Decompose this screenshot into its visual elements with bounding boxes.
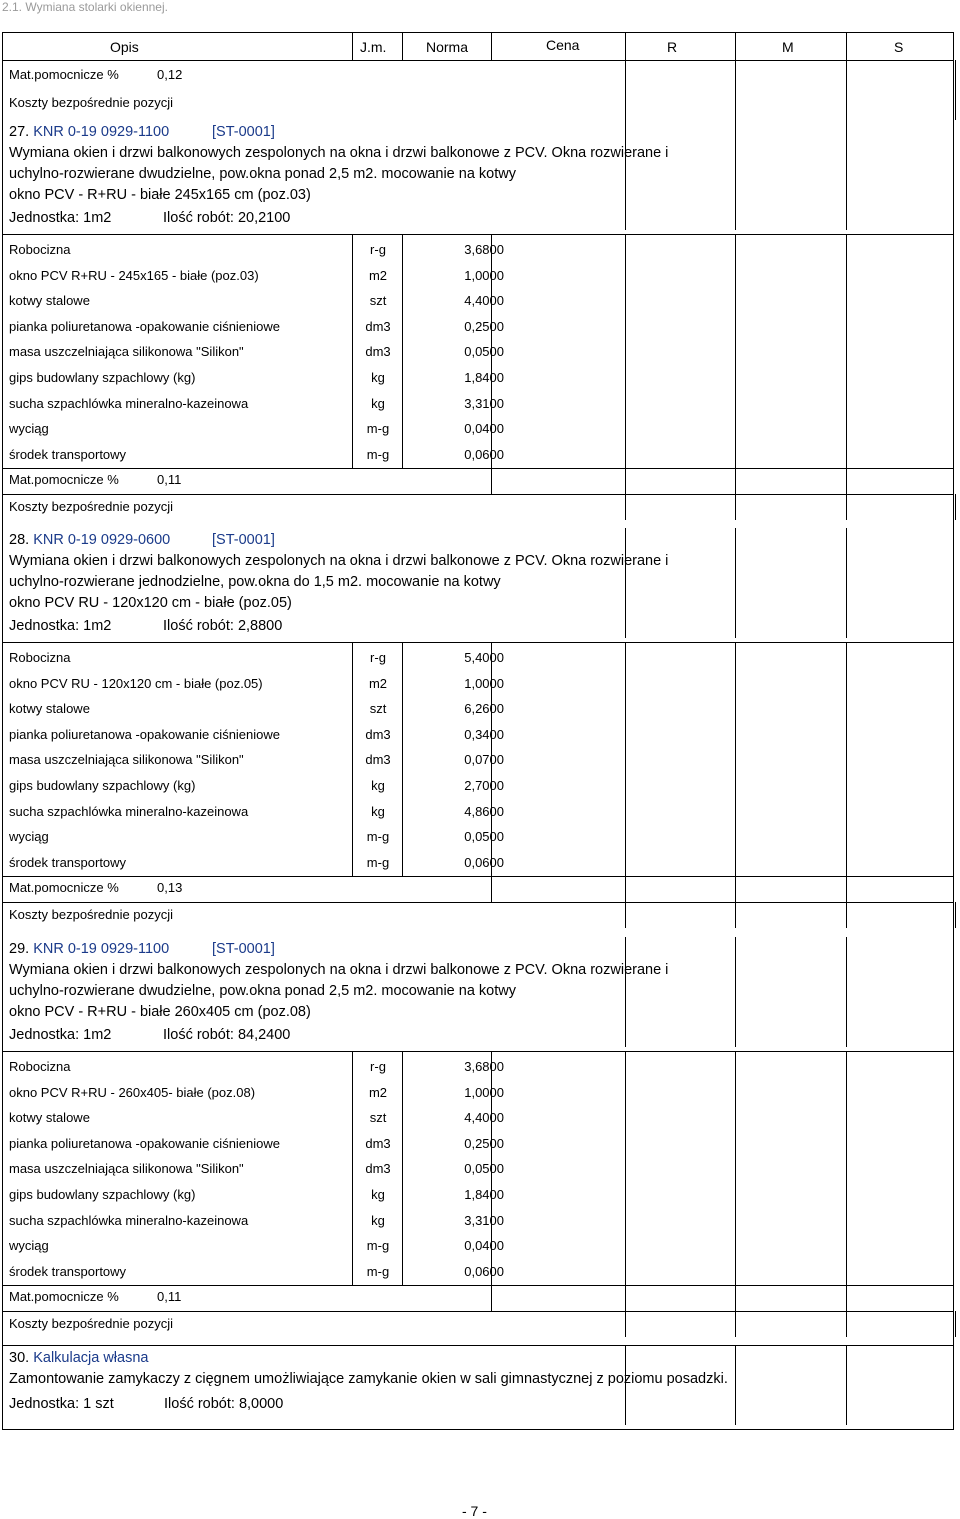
col-header-s: S <box>894 39 904 55</box>
resource-name: Robocizna <box>9 242 71 257</box>
resource-unit: kg <box>371 395 385 411</box>
position-st: [ST-0001] <box>212 532 275 548</box>
resource-name: masa uszczelniająca silikonowa "Silikon" <box>9 1161 244 1177</box>
ilosc-robot: Ilość robót: 2,8800 <box>163 618 283 634</box>
resource-norma: 0,0600 <box>464 854 504 870</box>
resource-name: pianka poliuretanowa -opakowanie ciśnieniowe <box>9 726 281 742</box>
position-number: 27. <box>9 124 30 140</box>
resource-unit: dm3 <box>365 1135 391 1151</box>
position-title: Kalkulacja własna <box>33 1350 149 1366</box>
resource-unit: kg <box>371 803 385 819</box>
resource-unit: m2 <box>368 267 388 283</box>
resource-norma: 1,0000 <box>464 267 504 283</box>
position-code: KNR 0-19 0929-1100 <box>33 941 170 957</box>
resource-norma: 1,0000 <box>464 675 504 691</box>
resource-norma: 0,0500 <box>464 1161 504 1177</box>
col-header-norma: Norma <box>426 39 469 55</box>
resource-norma: 3,6800 <box>464 242 504 257</box>
resource-unit: r-g <box>370 242 386 257</box>
resource-name: okno PCV RU - 120x120 cm - białe (poz.05) <box>9 675 263 691</box>
resource-name: kotwy stalowe <box>9 293 90 309</box>
col-header-jm: J.m. <box>360 39 387 55</box>
description-line: Wymiana okien i drzwi balkonowych zespolonych na okna i drzwi balkonowe z PCV. Okna rozwierane i <box>9 145 669 161</box>
resource-unit: dm3 <box>365 726 391 742</box>
resource-norma: 1,0000 <box>464 1084 504 1100</box>
resource-name: masa uszczelniająca silikonowa "Silikon" <box>9 752 244 768</box>
resource-name: sucha szpachlówka mineralno-kazeinowa <box>9 1212 249 1228</box>
jednostka: Jednostka: 1m2 <box>9 1027 112 1043</box>
resource-name: Robocizna <box>9 650 71 665</box>
resource-norma: 3,6800 <box>464 1059 504 1074</box>
koszty-label: Koszty bezpośrednie pozycji <box>9 499 174 515</box>
resource-norma: 0,0600 <box>464 1263 504 1279</box>
resource-norma: 0,0400 <box>464 421 504 437</box>
resource-unit: dm3 <box>365 752 391 768</box>
position-30-jednostka: Jednostka: 1 szt <box>9 1396 114 1412</box>
position-header <box>9 124 169 140</box>
position-code: KNR 0-19 0929-1100 <box>33 124 170 140</box>
jednostka: Jednostka: 1m2 <box>9 210 112 226</box>
mat-pomocnicze-value: 0,11 <box>157 472 182 488</box>
position-number: 30. <box>9 1350 30 1366</box>
position-header <box>9 532 170 548</box>
col-header-r: R <box>667 39 678 55</box>
resource-name: okno PCV R+RU - 245x165 - białe (poz.03) <box>9 267 259 283</box>
koszty-label: Koszty bezpośrednie pozycji <box>9 95 174 110</box>
resource-unit: kg <box>371 370 385 385</box>
koszty-label: Koszty bezpośrednie pozycji <box>9 1316 174 1332</box>
resource-name: wyciąg <box>9 1238 49 1254</box>
resource-unit: m-g <box>366 421 390 437</box>
resource-unit: kg <box>371 1187 385 1202</box>
position-code: KNR 0-19 0929-0600 <box>33 532 171 548</box>
koszty-label: Koszty bezpośrednie pozycji <box>9 907 174 923</box>
resource-name: pianka poliuretanowa -opakowanie ciśnieniowe <box>9 318 281 334</box>
resource-norma: 0,2500 <box>464 318 504 334</box>
resource-unit: r-g <box>370 1059 386 1074</box>
resource-name: sucha szpachlówka mineralno-kazeinowa <box>9 395 249 411</box>
jednostka: Jednostka: 1m2 <box>9 618 112 634</box>
resource-norma: 0,0500 <box>464 829 504 845</box>
mat-pomocnicze-label: Mat.pomocnicze % <box>9 1289 119 1305</box>
ilosc-robot: Ilość robót: 84,2400 <box>163 1027 291 1043</box>
resource-name: gips budowlany szpachlowy (kg) <box>9 1187 196 1202</box>
resource-norma: 1,8400 <box>464 370 504 385</box>
resource-norma: 0,0400 <box>464 1238 504 1254</box>
resource-norma: 4,8600 <box>464 803 504 819</box>
resource-norma: 3,3100 <box>464 395 504 411</box>
position-30-header <box>9 1350 148 1366</box>
col-header-cena: Cena <box>546 37 580 53</box>
resource-norma: 3,3100 <box>464 1212 504 1228</box>
resource-name: sucha szpachlówka mineralno-kazeinowa <box>9 803 249 819</box>
resource-norma: 5,4000 <box>464 650 504 665</box>
resource-name: pianka poliuretanowa -opakowanie ciśnieniowe <box>9 1135 281 1151</box>
resource-unit: m2 <box>368 675 388 691</box>
resource-norma: 0,0700 <box>464 752 504 768</box>
page-header: 2.1. Wymiana stolarki okiennej. <box>2 0 168 14</box>
resource-norma: 6,2600 <box>464 701 504 717</box>
ilosc-robot: Ilość robót: 20,2100 <box>163 210 291 226</box>
position-st: [ST-0001] <box>212 941 275 957</box>
resource-name: środek transportowy <box>9 1263 127 1279</box>
resource-name: kotwy stalowe <box>9 701 90 717</box>
resource-unit: dm3 <box>365 318 391 334</box>
page-number: - 7 - <box>462 1503 487 1519</box>
description-line: uchylno-rozwierane dwudzielne, pow.okna ponad 2,5 m2. mocowanie na kotwy <box>9 983 516 999</box>
position-30-description: Zamontowanie zamykaczy z cięgnem umożliwiające zamykanie okien w sali gimnastycznej z poziomu posadzki. <box>9 1371 728 1387</box>
resource-unit: szt <box>369 293 387 309</box>
resource-unit: m-g <box>366 446 390 462</box>
mat-pomocnicze-label: Mat.pomocnicze % <box>9 880 119 896</box>
resource-norma: 0,0500 <box>464 344 504 360</box>
resource-unit: szt <box>369 701 387 717</box>
col-header-m: M <box>782 39 794 55</box>
resource-name: masa uszczelniająca silikonowa "Silikon" <box>9 344 244 360</box>
col-header-opis: Opis <box>110 39 139 55</box>
description-line: okno PCV - R+RU - białe 260x405 cm (poz.08) <box>9 1004 311 1020</box>
resource-name: Robocizna <box>9 1059 71 1074</box>
mat-pomocnicze-value: 0,12 <box>157 67 183 82</box>
resource-unit: m-g <box>366 1263 390 1279</box>
mat-pomocnicze-label: Mat.pomocnicze % <box>9 472 119 488</box>
position-st: [ST-0001] <box>212 124 275 140</box>
resource-norma: 2,7000 <box>464 778 504 793</box>
resource-norma: 0,0600 <box>464 446 504 462</box>
position-header <box>9 941 169 957</box>
resource-unit: m2 <box>368 1084 388 1100</box>
resource-norma: 0,3400 <box>464 726 504 742</box>
description-line: uchylno-rozwierane dwudzielne, pow.okna ponad 2,5 m2. mocowanie na kotwy <box>9 166 516 182</box>
position-number: 28. <box>9 532 30 548</box>
description-line: uchylno-rozwierane jednodzielne, pow.okna do 1,5 m2. mocowanie na kotwy <box>9 574 501 590</box>
resource-unit: kg <box>371 778 385 793</box>
description-line: Wymiana okien i drzwi balkonowych zespolonych na okna i drzwi balkonowe z PCV. Okna rozwierane i <box>9 962 669 978</box>
resource-unit: r-g <box>370 650 386 665</box>
resource-unit: m-g <box>366 1238 390 1254</box>
resource-name: środek transportowy <box>9 854 127 870</box>
resource-unit: m-g <box>366 829 390 845</box>
mat-pomocnicze-value: 0,13 <box>157 880 183 896</box>
description-line: okno PCV - R+RU - białe 245x165 cm (poz.03) <box>9 187 311 203</box>
resource-name: okno PCV R+RU - 260x405- białe (poz.08) <box>9 1084 256 1100</box>
resource-name: gips budowlany szpachlowy (kg) <box>9 370 196 385</box>
resource-name: środek transportowy <box>9 446 127 462</box>
resource-name: wyciąg <box>9 829 49 845</box>
resource-name: wyciąg <box>9 421 49 437</box>
description-line: okno PCV RU - 120x120 cm - białe (poz.05) <box>9 595 292 611</box>
resource-norma: 1,8400 <box>464 1187 504 1202</box>
resource-unit: dm3 <box>365 344 391 360</box>
resource-name: kotwy stalowe <box>9 1110 90 1126</box>
resource-unit: m-g <box>366 854 390 870</box>
mat-pomocnicze-label: Mat.pomocnicze % <box>9 67 119 82</box>
position-number: 29. <box>9 941 30 957</box>
resource-norma: 0,2500 <box>464 1135 504 1151</box>
mat-pomocnicze-value: 0,11 <box>157 1289 182 1305</box>
resource-norma: 4,4000 <box>464 293 504 309</box>
description-line: Wymiana okien i drzwi balkonowych zespolonych na okna i drzwi balkonowe z PCV. Okna rozwierane i <box>9 553 669 569</box>
resource-unit: kg <box>371 1212 385 1228</box>
resource-name: gips budowlany szpachlowy (kg) <box>9 778 196 793</box>
position-30-ilosc: Ilość robót: 8,0000 <box>164 1396 284 1412</box>
resource-unit: szt <box>369 1110 387 1126</box>
resource-norma: 4,4000 <box>464 1110 504 1126</box>
resource-unit: dm3 <box>365 1161 391 1177</box>
